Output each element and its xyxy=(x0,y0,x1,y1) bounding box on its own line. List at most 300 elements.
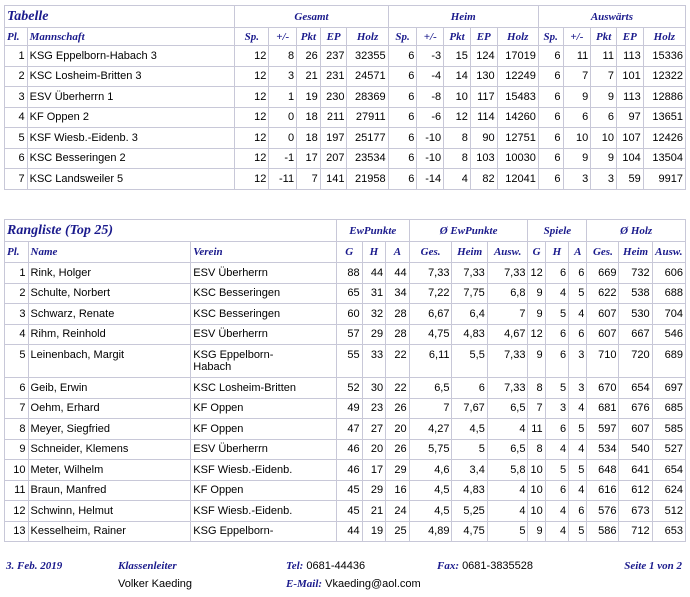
col-pkt: Pkt xyxy=(444,28,471,46)
cell-sp-g: 12 xyxy=(528,324,545,345)
standings-table xyxy=(4,5,686,190)
ranking-row xyxy=(5,283,686,304)
cell-verein xyxy=(191,419,337,440)
cell-verein xyxy=(191,283,337,304)
cell-sp-h: 3 xyxy=(545,398,569,419)
cell-avg-ausw: 4,67 xyxy=(487,324,528,345)
cell-pkt: 10 xyxy=(591,128,617,149)
col-g: G xyxy=(528,242,545,263)
col-holz: Holz xyxy=(347,28,388,46)
cell-holz: 28369 xyxy=(347,87,388,108)
standings-row xyxy=(5,107,686,128)
fax-value: 0681-3835528 xyxy=(462,560,534,572)
cell-holz: 14260 xyxy=(497,107,538,128)
verein-line: KSC Besseringen xyxy=(193,307,281,320)
cell-holz: 12041 xyxy=(497,169,538,190)
cell-pkt: 9 xyxy=(591,148,617,169)
footer-email xyxy=(286,578,421,590)
cell-sp-h: 4 xyxy=(545,521,569,542)
cell-pl: 2 xyxy=(5,283,29,304)
cell-sp-a: 4 xyxy=(569,480,587,501)
group-spiele: Spiele xyxy=(528,220,587,242)
cell-holz-ausw: 624 xyxy=(652,480,685,501)
standings-row xyxy=(5,87,686,108)
cell-avg-ausw: 7,33 xyxy=(487,345,528,378)
cell-holz-ausw: 585 xyxy=(652,419,685,440)
cell-ew-a: 22 xyxy=(386,378,410,399)
col-ep: EP xyxy=(320,28,347,46)
cell-avg-ausw: 5 xyxy=(487,521,528,542)
cell-avg-ges: 6,11 xyxy=(409,345,452,378)
cell-holz-heim: 732 xyxy=(619,263,652,284)
cell-holz-ges: 597 xyxy=(587,419,619,440)
cell-ew-g: 65 xyxy=(336,283,362,304)
cell-pkt: 10 xyxy=(444,87,471,108)
cell-sp: 6 xyxy=(388,66,417,87)
cell-sp-h: 4 xyxy=(545,501,569,522)
cell-avg-ausw: 7,33 xyxy=(487,378,528,399)
cell-player-name: Rihm, Reinhold xyxy=(28,324,191,345)
cell-ew-h: 29 xyxy=(362,480,386,501)
cell-pkt: 15 xyxy=(444,46,471,67)
cell-ep: 113 xyxy=(616,46,643,67)
cell-pkt: 17 xyxy=(297,148,321,169)
cell-sp-a: 5 xyxy=(569,283,587,304)
cell-pkt: 3 xyxy=(591,169,617,190)
tel-value: 0681-44436 xyxy=(306,560,366,572)
cell-diff: -6 xyxy=(417,107,444,128)
cell-holz: 13651 xyxy=(643,107,685,128)
standings-row xyxy=(5,66,686,87)
cell-ew-g: 46 xyxy=(336,460,362,481)
cell-avg-heim: 7,67 xyxy=(452,398,487,419)
cell-ew-a: 20 xyxy=(386,419,410,440)
verein-line: KF Oppen xyxy=(193,402,244,415)
cell-avg-ges: 4,89 xyxy=(409,521,452,542)
cell-sp-h: 5 xyxy=(545,304,569,325)
cell-team-name: KSF Wiesb.-Eidenb. 3 xyxy=(27,128,235,149)
cell-pkt: 18 xyxy=(297,107,321,128)
cell-sp: 6 xyxy=(388,169,417,190)
cell-ew-h: 19 xyxy=(362,521,386,542)
cell-sp-a: 4 xyxy=(569,398,587,419)
footer-klassenleiter-name: Volker Kaeding xyxy=(118,578,192,590)
cell-pkt: 4 xyxy=(444,169,471,190)
cell-diff: 6 xyxy=(563,107,591,128)
col-pl: Pl. xyxy=(5,242,29,263)
cell-player-name: Leinenbach, Margit xyxy=(28,345,191,378)
cell-holz-ausw: 688 xyxy=(652,283,685,304)
cell-verein xyxy=(191,460,337,481)
cell-sp-a: 4 xyxy=(569,439,587,460)
cell-holz: 13504 xyxy=(643,148,685,169)
col-pkt: Pkt xyxy=(297,28,321,46)
cell-sp-a: 3 xyxy=(569,378,587,399)
cell-sp-g: 8 xyxy=(528,439,545,460)
cell-sp: 6 xyxy=(538,87,563,108)
cell-pkt: 12 xyxy=(444,107,471,128)
standings-row xyxy=(5,46,686,67)
cell-ew-a: 28 xyxy=(386,304,410,325)
ranking-title: Rangliste (Top 25) xyxy=(5,220,337,242)
cell-verein xyxy=(191,304,337,325)
cell-ew-a: 22 xyxy=(386,345,410,378)
cell-sp-g: 8 xyxy=(528,378,545,399)
col-diff: +/- xyxy=(417,28,444,46)
cell-pl: 7 xyxy=(5,169,28,190)
cell-avg-ausw: 4 xyxy=(487,480,528,501)
cell-ew-g: 47 xyxy=(336,419,362,440)
cell-avg-heim: 4,83 xyxy=(452,480,487,501)
cell-pl: 6 xyxy=(5,148,28,169)
cell-team-name: KSG Eppelborn-Habach 3 xyxy=(27,46,235,67)
cell-diff: 3 xyxy=(269,66,297,87)
cell-player-name: Oehm, Erhard xyxy=(28,398,191,419)
cell-holz-ges: 669 xyxy=(587,263,619,284)
cell-ew-h: 30 xyxy=(362,378,386,399)
cell-holz-ausw: 697 xyxy=(652,378,685,399)
cell-diff: 1 xyxy=(269,87,297,108)
ranking-row xyxy=(5,378,686,399)
col-ausw: Ausw. xyxy=(487,242,528,263)
cell-avg-ges: 4,75 xyxy=(409,324,452,345)
cell-team-name: KSC Besseringen 2 xyxy=(27,148,235,169)
cell-holz-heim: 607 xyxy=(619,419,652,440)
cell-holz-heim: 612 xyxy=(619,480,652,501)
cell-sp-a: 6 xyxy=(569,324,587,345)
cell-holz-ausw: 546 xyxy=(652,324,685,345)
verein-line: KSC Losheim-Britten xyxy=(193,381,296,394)
cell-diff: 11 xyxy=(563,46,591,67)
cell-avg-ausw: 6,5 xyxy=(487,398,528,419)
cell-sp-a: 6 xyxy=(569,501,587,522)
cell-verein xyxy=(191,345,337,378)
cell-avg-heim: 4,75 xyxy=(452,521,487,542)
cell-ew-h: 29 xyxy=(362,324,386,345)
cell-holz: 12249 xyxy=(497,66,538,87)
cell-pkt: 7 xyxy=(591,66,617,87)
cell-pkt: 8 xyxy=(444,148,471,169)
cell-pkt: 7 xyxy=(297,169,321,190)
col-a: A xyxy=(569,242,587,263)
cell-holz: 12751 xyxy=(497,128,538,149)
cell-ew-a: 25 xyxy=(386,521,410,542)
standings-title: Tabelle xyxy=(5,6,235,28)
col-ausw: Ausw. xyxy=(652,242,685,263)
col-ges: Ges. xyxy=(587,242,619,263)
cell-pl: 4 xyxy=(5,324,29,345)
cell-holz-ges: 710 xyxy=(587,345,619,378)
cell-holz-ausw: 606 xyxy=(652,263,685,284)
cell-pkt: 19 xyxy=(297,87,321,108)
cell-team-name: KF Oppen 2 xyxy=(27,107,235,128)
cell-ep: 103 xyxy=(470,148,497,169)
cell-avg-ges: 5,75 xyxy=(409,439,452,460)
ranking-row xyxy=(5,345,686,378)
cell-ew-g: 49 xyxy=(336,398,362,419)
cell-pkt: 26 xyxy=(297,46,321,67)
cell-holz-heim: 654 xyxy=(619,378,652,399)
cell-ep: 211 xyxy=(320,107,347,128)
cell-ep: 117 xyxy=(470,87,497,108)
cell-avg-ges: 4,27 xyxy=(409,419,452,440)
cell-diff: -11 xyxy=(269,169,297,190)
cell-holz-ausw: 704 xyxy=(652,304,685,325)
col-mannschaft: Mannschaft xyxy=(27,28,235,46)
ranking-row xyxy=(5,460,686,481)
cell-pl: 1 xyxy=(5,46,28,67)
cell-holz-heim: 667 xyxy=(619,324,652,345)
cell-ew-a: 26 xyxy=(386,398,410,419)
tel-label: Tel: xyxy=(286,560,304,572)
ranking-row xyxy=(5,324,686,345)
ranking-table xyxy=(4,219,686,542)
cell-pl: 3 xyxy=(5,87,28,108)
cell-ew-g: 60 xyxy=(336,304,362,325)
cell-verein xyxy=(191,378,337,399)
verein-line: KSC Besseringen xyxy=(193,287,281,300)
cell-ep: 59 xyxy=(616,169,643,190)
cell-holz-ges: 576 xyxy=(587,501,619,522)
cell-sp: 6 xyxy=(388,128,417,149)
standings-header-row xyxy=(5,28,686,46)
col-verein: Verein xyxy=(191,242,337,263)
cell-pkt: 6 xyxy=(591,107,617,128)
cell-sp-g: 9 xyxy=(528,345,545,378)
col-sp: Sp. xyxy=(538,28,563,46)
cell-player-name: Kesselheim, Rainer xyxy=(28,521,191,542)
cell-avg-ges: 4,6 xyxy=(409,460,452,481)
cell-avg-heim: 4,5 xyxy=(452,419,487,440)
cell-holz-heim: 676 xyxy=(619,398,652,419)
cell-avg-ges: 4,5 xyxy=(409,501,452,522)
cell-diff: 0 xyxy=(269,107,297,128)
verein-line: KF Oppen xyxy=(193,484,244,497)
cell-sp-g: 12 xyxy=(528,263,545,284)
cell-team-name: KSC Landsweiler 5 xyxy=(27,169,235,190)
footer-klassenleiter-label: Klassenleiter xyxy=(118,560,177,572)
group-gesamt: Gesamt xyxy=(235,6,388,28)
cell-avg-heim: 5,25 xyxy=(452,501,487,522)
cell-pl: 6 xyxy=(5,378,29,399)
cell-ew-a: 28 xyxy=(386,324,410,345)
cell-ep: 237 xyxy=(320,46,347,67)
cell-avg-ges: 7,33 xyxy=(409,263,452,284)
cell-team-name: KSC Losheim-Britten 3 xyxy=(27,66,235,87)
cell-verein xyxy=(191,521,337,542)
cell-player-name: Schulte, Norbert xyxy=(28,283,191,304)
cell-avg-heim: 7,75 xyxy=(452,283,487,304)
cell-avg-ausw: 4 xyxy=(487,419,528,440)
cell-avg-ausw: 4 xyxy=(487,501,528,522)
cell-avg-heim: 7,33 xyxy=(452,263,487,284)
cell-sp: 6 xyxy=(388,148,417,169)
cell-sp-a: 5 xyxy=(569,419,587,440)
cell-sp-a: 5 xyxy=(569,521,587,542)
cell-ew-g: 46 xyxy=(336,439,362,460)
cell-diff: 9 xyxy=(563,87,591,108)
cell-ep: 101 xyxy=(616,66,643,87)
col-sp: Sp. xyxy=(235,28,269,46)
cell-avg-heim: 6,4 xyxy=(452,304,487,325)
cell-pkt: 9 xyxy=(591,87,617,108)
standings-row xyxy=(5,128,686,149)
col-pkt: Pkt xyxy=(591,28,617,46)
cell-holz-ausw: 654 xyxy=(652,460,685,481)
cell-diff: -14 xyxy=(417,169,444,190)
cell-diff: 7 xyxy=(563,66,591,87)
cell-holz-ges: 586 xyxy=(587,521,619,542)
col-name: Name xyxy=(28,242,191,263)
cell-diff: 3 xyxy=(563,169,591,190)
ranking-row xyxy=(5,398,686,419)
cell-verein xyxy=(191,480,337,501)
cell-sp: 12 xyxy=(235,128,269,149)
cell-holz-ges: 622 xyxy=(587,283,619,304)
cell-ep: 113 xyxy=(616,87,643,108)
cell-sp-h: 5 xyxy=(545,460,569,481)
cell-avg-heim: 5,5 xyxy=(452,345,487,378)
cell-ew-a: 24 xyxy=(386,501,410,522)
cell-holz: 17019 xyxy=(497,46,538,67)
col-ges: Ges. xyxy=(409,242,452,263)
col-a: A xyxy=(386,242,410,263)
cell-sp: 6 xyxy=(538,128,563,149)
footer-tel xyxy=(286,560,365,572)
col-h: H xyxy=(545,242,569,263)
col-ep: EP xyxy=(470,28,497,46)
cell-diff: 9 xyxy=(563,148,591,169)
cell-holz-heim: 673 xyxy=(619,501,652,522)
cell-sp-h: 6 xyxy=(545,480,569,501)
cell-sp-a: 5 xyxy=(569,460,587,481)
cell-holz-heim: 530 xyxy=(619,304,652,325)
cell-player-name: Schwinn, Helmut xyxy=(28,501,191,522)
col-diff: +/- xyxy=(269,28,297,46)
cell-player-name: Geib, Erwin xyxy=(28,378,191,399)
cell-verein xyxy=(191,263,337,284)
cell-ew-a: 34 xyxy=(386,283,410,304)
cell-ew-g: 45 xyxy=(336,501,362,522)
cell-ep: 141 xyxy=(320,169,347,190)
col-h: H xyxy=(362,242,386,263)
cell-diff: 8 xyxy=(269,46,297,67)
cell-ew-g: 52 xyxy=(336,378,362,399)
verein-line: ESV Überherrn xyxy=(193,266,268,279)
verein-line: KSG Eppelborn- xyxy=(193,525,274,538)
cell-ew-g: 88 xyxy=(336,263,362,284)
cell-sp-g: 10 xyxy=(528,480,545,501)
cell-sp: 12 xyxy=(235,169,269,190)
cell-holz: 12426 xyxy=(643,128,685,149)
cell-ew-g: 45 xyxy=(336,480,362,501)
cell-ew-a: 44 xyxy=(386,263,410,284)
cell-sp-g: 9 xyxy=(528,521,545,542)
col-g: G xyxy=(336,242,362,263)
cell-pl: 1 xyxy=(5,263,29,284)
cell-ew-h: 31 xyxy=(362,283,386,304)
cell-avg-ges: 6,5 xyxy=(409,378,452,399)
cell-pl: 8 xyxy=(5,419,29,440)
cell-ep: 230 xyxy=(320,87,347,108)
cell-sp: 6 xyxy=(538,107,563,128)
cell-ew-g: 55 xyxy=(336,345,362,378)
cell-pkt: 8 xyxy=(444,128,471,149)
cell-sp-h: 6 xyxy=(545,324,569,345)
group-ewpunkte: EwPunkte xyxy=(336,220,409,242)
cell-holz-heim: 641 xyxy=(619,460,652,481)
cell-holz: 27911 xyxy=(347,107,388,128)
cell-player-name: Meyer, Siegfried xyxy=(28,419,191,440)
cell-ep: 90 xyxy=(470,128,497,149)
cell-pl: 11 xyxy=(5,480,29,501)
cell-player-name: Rink, Holger xyxy=(28,263,191,284)
cell-avg-ausw: 6,5 xyxy=(487,439,528,460)
cell-holz: 12322 xyxy=(643,66,685,87)
cell-sp-h: 6 xyxy=(545,345,569,378)
cell-ew-a: 29 xyxy=(386,460,410,481)
cell-holz: 12886 xyxy=(643,87,685,108)
cell-sp-h: 6 xyxy=(545,419,569,440)
cell-sp-g: 9 xyxy=(528,283,545,304)
cell-sp-a: 4 xyxy=(569,304,587,325)
cell-pl: 12 xyxy=(5,501,29,522)
cell-avg-heim: 5 xyxy=(452,439,487,460)
cell-avg-ausw: 7,33 xyxy=(487,263,528,284)
ranking-row xyxy=(5,304,686,325)
cell-diff: 10 xyxy=(563,128,591,149)
ranking-header-row xyxy=(5,242,686,263)
cell-sp-g: 10 xyxy=(528,501,545,522)
cell-verein xyxy=(191,324,337,345)
cell-pl: 13 xyxy=(5,521,29,542)
cell-player-name: Braun, Manfred xyxy=(28,480,191,501)
cell-holz: 25177 xyxy=(347,128,388,149)
cell-holz: 15483 xyxy=(497,87,538,108)
fax-label: Fax: xyxy=(437,560,459,572)
cell-ep: 124 xyxy=(470,46,497,67)
cell-holz: 32355 xyxy=(347,46,388,67)
cell-holz: 21958 xyxy=(347,169,388,190)
footer-fax xyxy=(437,560,533,572)
cell-diff: -1 xyxy=(269,148,297,169)
cell-sp: 12 xyxy=(235,148,269,169)
email-value[interactable]: Vkaeding@aol.com xyxy=(325,578,421,590)
cell-ew-h: 27 xyxy=(362,419,386,440)
cell-holz-heim: 540 xyxy=(619,439,652,460)
cell-pl: 3 xyxy=(5,304,29,325)
cell-holz-ausw: 512 xyxy=(652,501,685,522)
cell-sp: 6 xyxy=(388,107,417,128)
cell-holz-heim: 538 xyxy=(619,283,652,304)
cell-player-name: Schneider, Klemens xyxy=(28,439,191,460)
cell-ep: 107 xyxy=(616,128,643,149)
cell-ep: 104 xyxy=(616,148,643,169)
group-auswaerts: Auswärts xyxy=(538,6,685,28)
cell-diff: 0 xyxy=(269,128,297,149)
verein-line: KSG Eppelborn- xyxy=(193,349,274,361)
col-heim: Heim xyxy=(619,242,652,263)
cell-avg-ges: 4,5 xyxy=(409,480,452,501)
cell-sp-a: 6 xyxy=(569,263,587,284)
cell-avg-ausw: 5,8 xyxy=(487,460,528,481)
cell-ew-h: 32 xyxy=(362,304,386,325)
ranking-row xyxy=(5,521,686,542)
cell-holz: 24571 xyxy=(347,66,388,87)
cell-diff: -3 xyxy=(417,46,444,67)
verein-line: KSF Wiesb.-Eidenb. xyxy=(193,504,293,517)
verein-line-2: Habach xyxy=(193,361,232,373)
